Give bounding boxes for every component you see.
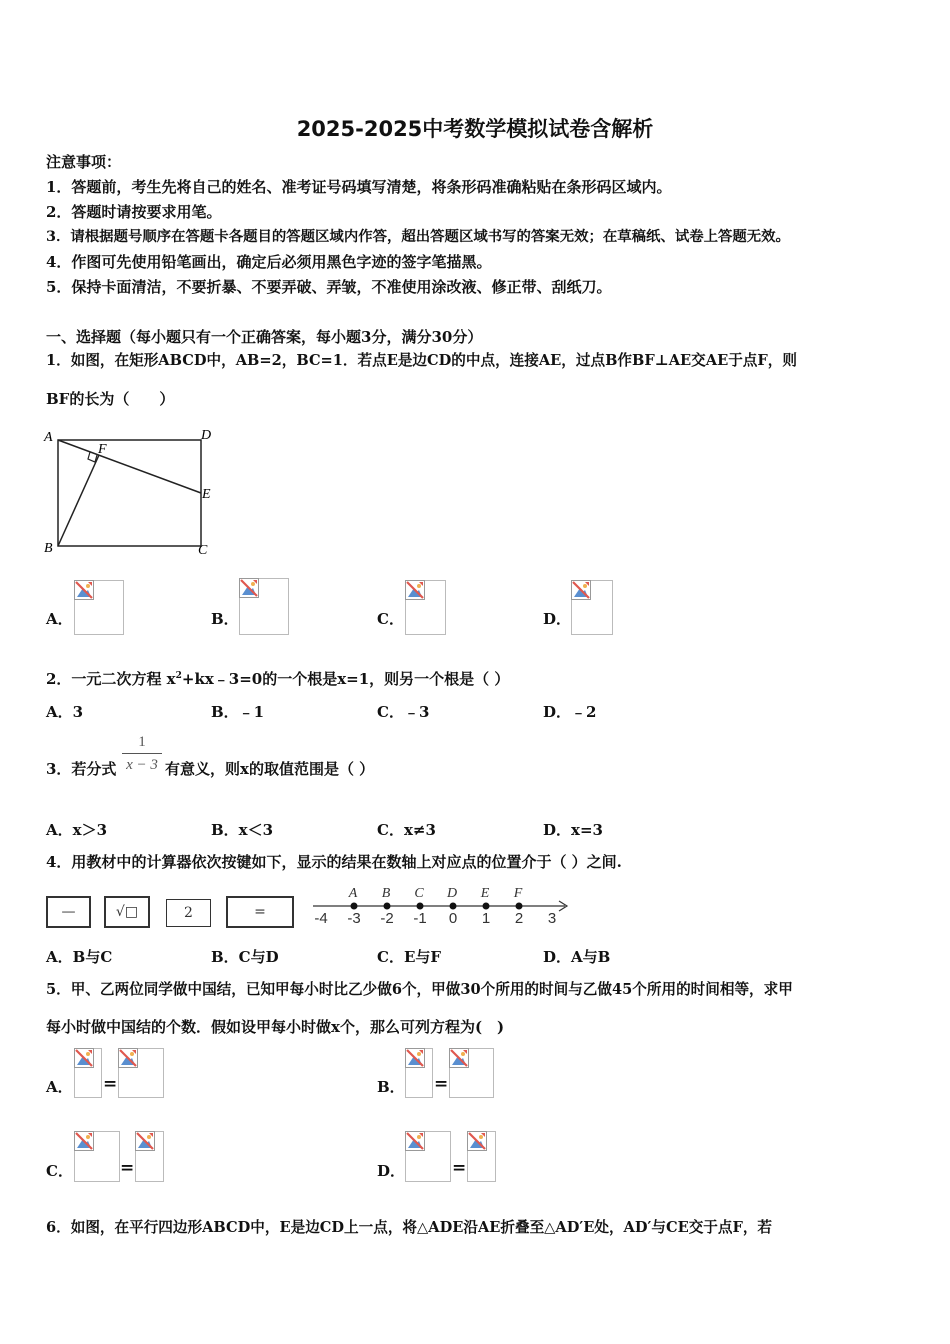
fraction [122,733,162,774]
broken-image-icon [571,580,591,600]
q3-option-c[interactable]: C．x≠3 [377,821,436,839]
number-line [305,880,575,932]
q3-stem-prefix: 3．若分式 [46,760,117,778]
q5-option-d[interactable]: D． [377,1162,406,1180]
calculator-key-equals: = [226,896,294,928]
axis-tick-label: -2 [380,910,394,927]
broken-image-icon [74,580,94,600]
q1-option-a[interactable]: A． [46,610,73,628]
q3-option-b[interactable]: B．x＜3 [211,821,274,839]
calculator-key-sqrt: √□ [104,896,150,928]
q5-stem-2: 每小时做中国结的个数．假如设甲每小时做x个，那么可列方程为( ) [46,1018,505,1036]
option-image-placeholder [74,580,124,635]
notice-item: 4．作图可先使用铅笔画出，确定后必须用黑色字迹的签字笔描黑。 [46,253,492,271]
equals-sign: = [434,1074,449,1094]
option-image-placeholder [405,1048,433,1098]
broken-image-icon [239,578,259,598]
axis-point-label: C [414,886,424,901]
q1-option-b[interactable]: B． [211,610,239,628]
q1-stem-2: BF的长为（ ） [46,390,175,408]
axis-point [516,903,523,910]
q3-option-a[interactable]: A．x＞3 [46,821,108,839]
q2-stem-suffix: +kx﹣3=0的一个根是x=1，则另一个根是（ ） [181,670,510,688]
option-image-placeholder [74,1131,120,1182]
q3-stem-suffix: 有意义，则x的取值范围是（ ） [165,760,375,778]
axis-point-label: A [348,886,358,901]
option-image-placeholder [467,1131,496,1182]
notice-item: 3．请根据题号顺序在答题卡各题目的答题区域内作答，超出答题区域书写的答案无效；在草稿纸、试卷上答题无效。 [46,228,790,245]
q3-option-d[interactable]: D．x=3 [543,821,603,839]
option-image-placeholder [74,1048,102,1098]
q2-exponent: 2 [175,671,182,681]
option-image-placeholder [405,1131,451,1182]
broken-image-icon [405,1131,425,1151]
broken-image-icon [405,580,425,600]
fig-label-e: E [202,487,211,502]
axis-point-label: B [381,886,391,901]
axis-point [384,903,391,910]
axis-tick-label: -3 [347,910,361,927]
option-image-placeholder [118,1048,164,1098]
q2-option-c[interactable]: C．﹣3 [377,703,430,721]
rectangle-figure [40,426,220,561]
q2-stem-prefix: 2．一元二次方程 x [46,670,176,688]
axis-point [483,903,490,910]
broken-image-icon [405,1048,425,1068]
axis-tick-label: 3 [547,910,557,927]
broken-image-icon [74,1048,94,1068]
fig-label-c: C [198,543,208,558]
q2-option-a[interactable]: A．3 [46,703,84,721]
q1-stem: 1．如图，在矩形ABCD中，AB=2，BC=1．若点E是边CD的中点，连接AE，过点B作BF⊥AE交AE于点F，则 [46,352,797,369]
axis-tick-label: -4 [314,910,328,927]
axis-tick-label: -1 [413,910,427,927]
broken-image-icon [449,1048,469,1068]
fraction-denominator: x − 3 [126,757,158,773]
calculator-key-2: 2 [166,899,211,927]
broken-image-icon [467,1131,487,1151]
fig-label-f: F [98,442,107,457]
q5-stem: 5．甲、乙两位同学做中国结，已知甲每小时比乙少做6个，甲做30个所用的时间与乙做45个所用的时间相等，求甲 [46,981,793,998]
q2-option-d[interactable]: D．﹣2 [543,703,597,721]
q2-stem [46,667,509,688]
notice-item: 2．答题时请按要求用笔。 [46,203,222,221]
notice-item: 5．保持卡面清洁，不要折暴、不要弄破、弄皱，不准使用涂改液、修正带、刮纸刀。 [46,278,612,296]
axis-point [417,903,424,910]
q4-option-c[interactable]: C．E与F [377,948,442,966]
broken-image-icon [135,1131,155,1151]
option-image-placeholder [405,580,446,635]
section-heading: 一、选择题（每小题只有一个正确答案，每小题3分，满分30分） [46,328,483,346]
q2-option-b[interactable]: B．﹣1 [211,703,265,721]
equals-sign: = [452,1158,467,1178]
q5-option-b[interactable]: B． [377,1078,405,1096]
calculator-key-minus: — [46,896,91,928]
axis-tick-label: 1 [481,910,491,927]
notice-item: 1．答题前，考生先将自己的姓名、准考证号码填写清楚，将条形码准确粘贴在条形码区域内。 [46,178,672,196]
option-image-placeholder [135,1131,164,1182]
axis-point [351,903,358,910]
option-image-placeholder [449,1048,494,1098]
option-image-placeholder [239,578,289,635]
axis-tick-label: 2 [514,910,524,927]
axis-tick-label: 0 [448,910,458,927]
equals-sign: = [103,1074,118,1094]
q4-option-d[interactable]: D．A与B [543,948,611,966]
notice-heading: 注意事项： [46,153,122,171]
q1-option-c[interactable]: C． [377,610,404,628]
fraction-bar [122,753,162,754]
q5-option-c[interactable]: C． [46,1162,73,1180]
fig-label-a: A [44,430,53,445]
fig-label-b: B [44,541,53,556]
axis-point-label: E [480,886,490,901]
broken-image-icon [118,1048,138,1068]
fig-label-d: D [201,428,212,443]
q4-stem: 4．用教材中的计算器依次按键如下，显示的结果在数轴上对应点的位置介于（ ）之间. [46,853,622,871]
broken-image-icon [74,1131,94,1151]
q4-option-a[interactable]: A．B与C [46,948,113,966]
page-title: 2025-2025中考数学模拟试卷含解析 [296,117,654,141]
option-image-placeholder [571,580,613,635]
fraction-numerator: 1 [138,734,146,750]
axis-point [450,903,457,910]
q1-option-d[interactable]: D． [543,610,572,628]
axis-point-label: F [513,886,523,901]
q4-option-b[interactable]: B．C与D [211,948,279,966]
axis-point-label: D [446,886,458,901]
q6-stem: 6．如图，在平行四边形ABCD中，E是边CD上一点，将△ADE沿AE折叠至△AD′E处，AD′与CE交于点F，若 [46,1219,773,1236]
equals-sign: = [120,1158,135,1178]
q5-option-a[interactable]: A． [46,1078,73,1096]
